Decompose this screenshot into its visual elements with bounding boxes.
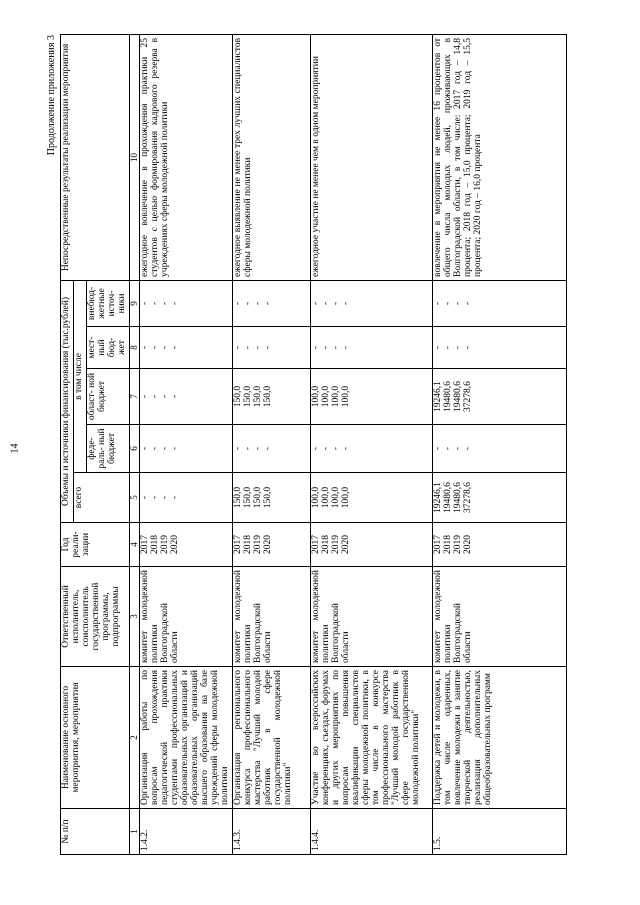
federal-cell-value: - [170, 446, 181, 451]
regional-cell-value: 150,0 [252, 385, 263, 408]
event-name: Организация регионального конкурса профессионального мастерства "Лучший молодой работник в сфере государственной молодежной политики" [232, 667, 310, 809]
col-number: 7 [129, 369, 139, 425]
extrabudget-cell-value: - [452, 301, 463, 306]
total-cell-value: - [170, 495, 181, 500]
federal-cell [432, 425, 566, 473]
regional-cell-value: 150,0 [262, 385, 273, 408]
local-cell [140, 327, 233, 369]
col-number: 2 [129, 667, 139, 809]
local-cell [310, 327, 432, 369]
federal-cell-value: - [140, 446, 151, 451]
header-total: всего [73, 473, 129, 523]
col-number: 8 [129, 327, 139, 369]
year-cell-value: 2019 [160, 535, 171, 554]
local-cell-value: - [310, 345, 321, 350]
regional-cell-value: - [140, 394, 151, 399]
total-cell-value: - [160, 495, 171, 500]
col-number: 3 [129, 567, 139, 667]
result-text: ежегодное участие не менее чем в одном мероприятии [310, 34, 432, 280]
year-cell-value: 2018 [242, 535, 253, 554]
table-row [140, 34, 233, 854]
col-number: 6 [129, 425, 139, 473]
regional-cell [232, 369, 310, 425]
local-cell [432, 327, 566, 369]
year-cell-value: 2020 [170, 535, 181, 554]
row-number: 1.4.4. [310, 809, 432, 855]
extrabudget-cell-value: - [170, 301, 181, 306]
total-cell-value: - [140, 495, 151, 500]
regional-cell-value: 37278,6 [462, 381, 473, 412]
federal-cell-value: - [432, 446, 443, 451]
extrabudget-cell-value: - [320, 301, 331, 306]
local-cell-value: - [340, 345, 351, 350]
year-cell-value: 2017 [432, 535, 443, 554]
local-cell-value: - [140, 345, 151, 350]
row-number: 1.4.3. [232, 809, 310, 855]
event-name: Поддержка детей и молодежи, в том числе одаренных, вовлечение молодежи в занятие творческой деятельностью, реализация дополнительных общеобразовательных программ [432, 667, 566, 809]
row-number: 1.4.2. [140, 809, 233, 855]
header-extrabudget: внебюд- жетные источ- ники [86, 280, 129, 326]
continuation-label: Продолжение приложения 3 [46, 35, 57, 156]
federal-cell-value: - [262, 446, 273, 451]
year-cell-value: 2018 [150, 535, 161, 554]
federal-cell [232, 425, 310, 473]
regional-cell-value: - [170, 394, 181, 399]
local-cell-value: - [442, 345, 453, 350]
total-cell-value: 150,0 [252, 486, 263, 509]
total-cell-value: 100,0 [310, 486, 321, 509]
year-cell [432, 523, 566, 567]
extrabudget-cell-value: - [432, 301, 443, 306]
federal-cell [310, 425, 432, 473]
local-cell [232, 327, 310, 369]
local-cell-value: - [232, 345, 243, 350]
regional-cell [310, 369, 432, 425]
table-row [310, 34, 432, 854]
federal-cell-value: - [242, 446, 253, 451]
year-cell-value: 2017 [232, 535, 243, 554]
federal-cell-value: - [340, 446, 351, 451]
executor: комитет молодежной политики Волгоградской области [432, 567, 566, 667]
header-financing: Объемы и источники финансирования (тыс.рублей) [61, 280, 74, 522]
federal-cell-value: - [150, 446, 161, 451]
total-cell-value: - [150, 495, 161, 500]
event-name: Организация работы по вопросам прохождения педагогической практики студентами профессиональных образовательных организаций и образовательных организаций высшего образования на базе учреждений сферы молодежной политики [140, 667, 233, 809]
local-cell-value: - [452, 345, 463, 350]
local-cell-value: - [262, 345, 273, 350]
total-cell-value: 37278,6 [462, 482, 473, 513]
extrabudget-cell [432, 280, 566, 326]
federal-cell-value: - [310, 446, 321, 451]
result-text: ежегодное выявление не менее трех лучших специалистов сферы молодежной политики [232, 34, 310, 280]
total-cell-value: 150,0 [242, 486, 253, 509]
regional-cell-value: - [150, 394, 161, 399]
result-text: вовлечение в мероприятия не менее 16 процентов от общего числа молодых людей, проживающих в Волгоградской области, в том числе: 2017 год – 14,8 процента; 2018 год – 15,0 процента; 2019 год – 15,5 процента; 2020 год – 16,0 процента [432, 34, 566, 280]
year-cell-value: 2020 [262, 535, 273, 554]
header-federal: феде- раль- ный бюджет [86, 425, 129, 473]
year-cell-value: 2019 [252, 535, 263, 554]
year-cell-value: 2019 [330, 535, 341, 554]
extrabudget-cell-value: - [242, 301, 253, 306]
federal-cell-value: - [330, 446, 341, 451]
header-regional: област- ной бюджет [86, 369, 129, 425]
year-cell-value: 2017 [140, 535, 151, 554]
extrabudget-cell-value: - [150, 301, 161, 306]
total-cell-value: 19480,6 [452, 482, 463, 513]
header-local: мест- ный бюд- жет [86, 327, 129, 369]
extrabudget-cell-value: - [262, 301, 273, 306]
year-cell [310, 523, 432, 567]
header-num: № п/п [61, 809, 130, 855]
local-cell-value: - [320, 345, 331, 350]
executor: комитет молодежной политики Волгоградской области [232, 567, 310, 667]
total-cell-value: 100,0 [340, 486, 351, 509]
federal-cell-value: - [452, 446, 463, 451]
regional-cell [432, 369, 566, 425]
total-cell [232, 473, 310, 523]
extrabudget-cell-value: - [252, 301, 263, 306]
extrabudget-cell-value: - [340, 301, 351, 306]
total-cell-value: 150,0 [262, 486, 273, 509]
extrabudget-cell [140, 280, 233, 326]
event-name: Участие во всероссийских конференциях, съездах, форумах и других мероприятиях по вопросам повышения квалификации специалистов сферы молодежной политики, в том числе в конкурсе профессионального мастерства "Лучший молодой работник в сфере государственной молодежной политики" [310, 667, 432, 809]
year-cell-value: 2018 [442, 535, 453, 554]
result-text: ежегодное вовлечение в прохождения практики 25 студентов с целью формирования кадрового резерва в учреждениях сферы молодежной политики [140, 34, 233, 280]
local-cell-value: - [150, 345, 161, 350]
federal-cell-value: - [232, 446, 243, 451]
page-number: 14 [9, 443, 21, 454]
federal-cell-value: - [252, 446, 263, 451]
year-cell [232, 523, 310, 567]
program-table [60, 34, 567, 855]
header-year: Год реали- зации [61, 523, 130, 567]
year-cell-value: 2020 [340, 535, 351, 554]
col-number: 9 [129, 280, 139, 326]
regional-cell-value: 100,0 [340, 385, 351, 408]
header-name: Наименование основного мероприятия, мероприятия [61, 667, 130, 809]
rotated-page [46, 35, 586, 855]
regional-cell-value: 100,0 [310, 385, 321, 408]
table-row [232, 34, 310, 854]
total-cell-value: 150,0 [232, 486, 243, 509]
regional-cell-value: 19246,1 [432, 381, 443, 412]
total-cell-value: 100,0 [330, 486, 341, 509]
year-cell-value: 2020 [462, 535, 473, 554]
extrabudget-cell [232, 280, 310, 326]
local-cell-value: - [170, 345, 181, 350]
executor: комитет молодежной политики Волгоградской области [140, 567, 233, 667]
federal-cell-value: - [462, 446, 473, 451]
table-row [432, 34, 566, 854]
regional-cell-value: - [160, 394, 171, 399]
year-cell [140, 523, 233, 567]
year-cell-value: 2018 [320, 535, 331, 554]
regional-cell-value: 150,0 [232, 385, 243, 408]
total-cell [310, 473, 432, 523]
local-cell-value: - [432, 345, 443, 350]
total-cell [140, 473, 233, 523]
col-number: 1 [129, 809, 139, 855]
local-cell-value: - [160, 345, 171, 350]
federal-cell-value: - [320, 446, 331, 451]
extrabudget-cell-value: - [140, 301, 151, 306]
regional-cell-value: 100,0 [320, 385, 331, 408]
local-cell-value: - [252, 345, 263, 350]
local-cell-value: - [462, 345, 473, 350]
column-numbers-row [129, 34, 139, 854]
header-result: Непосредственные результаты реализации мероприятия [61, 34, 130, 280]
extrabudget-cell-value: - [232, 301, 243, 306]
total-cell-value: 100,0 [320, 486, 331, 509]
header-executor: Ответственный исполнитель, соисполнитель государственной программы, подпрограммы [61, 567, 130, 667]
col-number: 10 [129, 34, 139, 280]
local-cell-value: - [242, 345, 253, 350]
extrabudget-cell-value: - [442, 301, 453, 306]
total-cell-value: 19480,6 [442, 482, 453, 513]
extrabudget-cell-value: - [310, 301, 321, 306]
regional-cell [140, 369, 233, 425]
regional-cell-value: 150,0 [242, 385, 253, 408]
federal-cell [140, 425, 233, 473]
header-including: в том числе [73, 280, 86, 472]
regional-cell-value: 19480,6 [442, 381, 453, 412]
extrabudget-cell-value: - [160, 301, 171, 306]
extrabudget-cell-value: - [330, 301, 341, 306]
col-number: 5 [129, 473, 139, 523]
federal-cell-value: - [442, 446, 453, 451]
year-cell-value: 2017 [310, 535, 321, 554]
row-number: 1.5. [432, 809, 566, 855]
total-cell-value: 19246,1 [432, 482, 443, 513]
local-cell-value: - [330, 345, 341, 350]
regional-cell-value: 100,0 [330, 385, 341, 408]
year-cell-value: 2019 [452, 535, 463, 554]
regional-cell-value: 19480,6 [452, 381, 463, 412]
extrabudget-cell [310, 280, 432, 326]
total-cell [432, 473, 566, 523]
federal-cell-value: - [160, 446, 171, 451]
col-number: 4 [129, 523, 139, 567]
extrabudget-cell-value: - [462, 301, 473, 306]
executor: комитет молодежной политики Волгоградской области [310, 567, 432, 667]
